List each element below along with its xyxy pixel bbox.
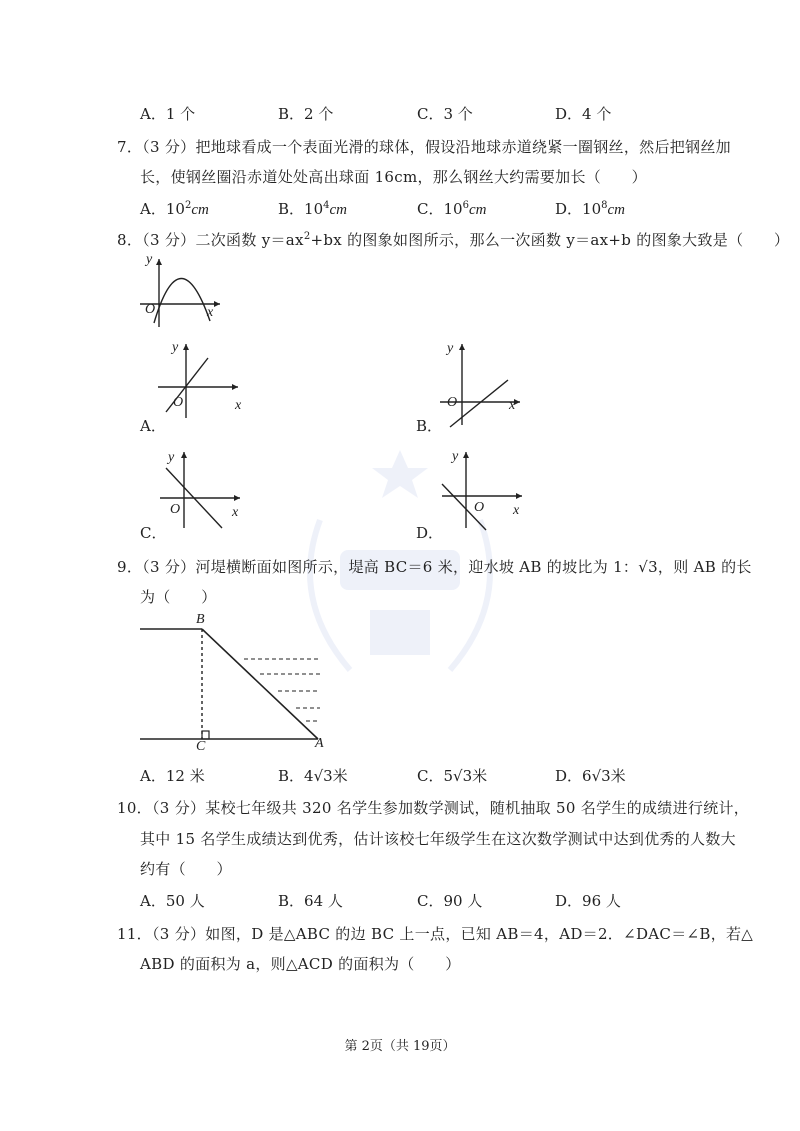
q9-question-line1: 9．（3 分）河堤横断面如图所示，堤高 BC＝6 米，迎水坡 AB 的坡比为 1：√3，则 AB 的长 [117,558,752,576]
q8-a-y-label: y [172,340,179,355]
q6-option-c: C．3 个 [417,105,473,123]
q8-graph-x-label: x [207,305,214,320]
q9-point-c: C [196,739,206,754]
q9-question-line2: 为（ ） [140,588,217,606]
q9-option-b: B．4√3米 [278,767,348,785]
q11-question-line2: ABD 的面积为 a，则△ACD 的面积为（ ） [140,955,461,973]
q8-d-x-label: x [513,503,520,518]
q8-a-origin: O [173,395,184,410]
q8-d-origin: O [474,500,485,515]
q7-question-line1: 7．（3 分）把地球看成一个表面光滑的球体，假设沿地球赤道绕紧一圈钢丝，然后把钢丝加 [117,138,731,156]
q7-option-d: D．$10^8cm$ [555,200,625,218]
q9-embankment-diagram [140,615,340,755]
q9-option-a: A．12 米 [140,767,205,785]
q6-option-b: B．2 个 [278,105,334,123]
q6-option-a: A．1 个 [140,105,196,123]
q7-option-b: B．$10^4cm$ [278,200,347,218]
q7-option-a: A．$10^2cm$ [140,200,209,218]
q10-option-b: B．64 人 [278,892,343,910]
q7-option-c: C．$10^6cm$ [417,200,487,218]
q8-b-origin: O [447,395,458,410]
page-footer: 第 2页（共 19页） [344,1039,456,1054]
q8-option-c-label: C． [140,524,167,542]
q8-question: 8．（3 分）二次函数 $y=ax^2+bx$ 的图象如图所示，那么一次函数 y＝ax+b 的图象大致是（ ） [117,231,790,249]
q8-parabola-graph [140,255,230,330]
q11-question-line1: 11．（3 分）如图，D 是△ABC 的边 BC 上一点，已知 AB＝4，AD＝2．∠DAC＝∠B，若△ [117,925,754,943]
q10-option-c: C．90 人 [417,892,483,910]
q8-option-b-label: B． [416,417,443,435]
q7-question-line2: 长，使钢丝圈沿赤道处处高出球面 16cm，那么钢丝大约需要加长（ ） [140,168,647,186]
q10-question-line1: 10．（3 分）某校七年级共 320 名学生参加数学测试，随机抽取 50 名学生的成绩进行统计， [117,799,750,817]
q8-b-x-label: x [509,398,516,413]
q9-point-a: A [315,736,324,751]
q9-point-b: B [196,612,205,627]
q10-option-a: A．50 人 [140,892,205,910]
q6-option-d: D．4 个 [555,105,612,123]
q8-c-origin: O [170,502,181,517]
q10-question-line2: 其中 15 名学生成绩达到优秀，估计该校七年级学生在这次数学测试中达到优秀的人数大 [140,830,736,848]
q8-c-x-label: x [232,505,239,520]
q9-option-c: C．5√3米 [417,767,488,785]
q8-graph-y-label: y [146,252,153,267]
q8-d-y-label: y [452,449,459,464]
q10-option-d: D．96 人 [555,892,621,910]
q8-option-a-label: A． [140,417,166,435]
q8-option-d-label: D． [416,524,444,542]
q10-question-line3: 约有（ ） [140,860,232,878]
q8-b-y-label: y [447,341,454,356]
q9-option-d: D．6√3米 [555,767,626,785]
q8-c-y-label: y [168,450,175,465]
q8-graph-origin: O [145,302,156,317]
q8-a-x-label: x [235,398,242,413]
